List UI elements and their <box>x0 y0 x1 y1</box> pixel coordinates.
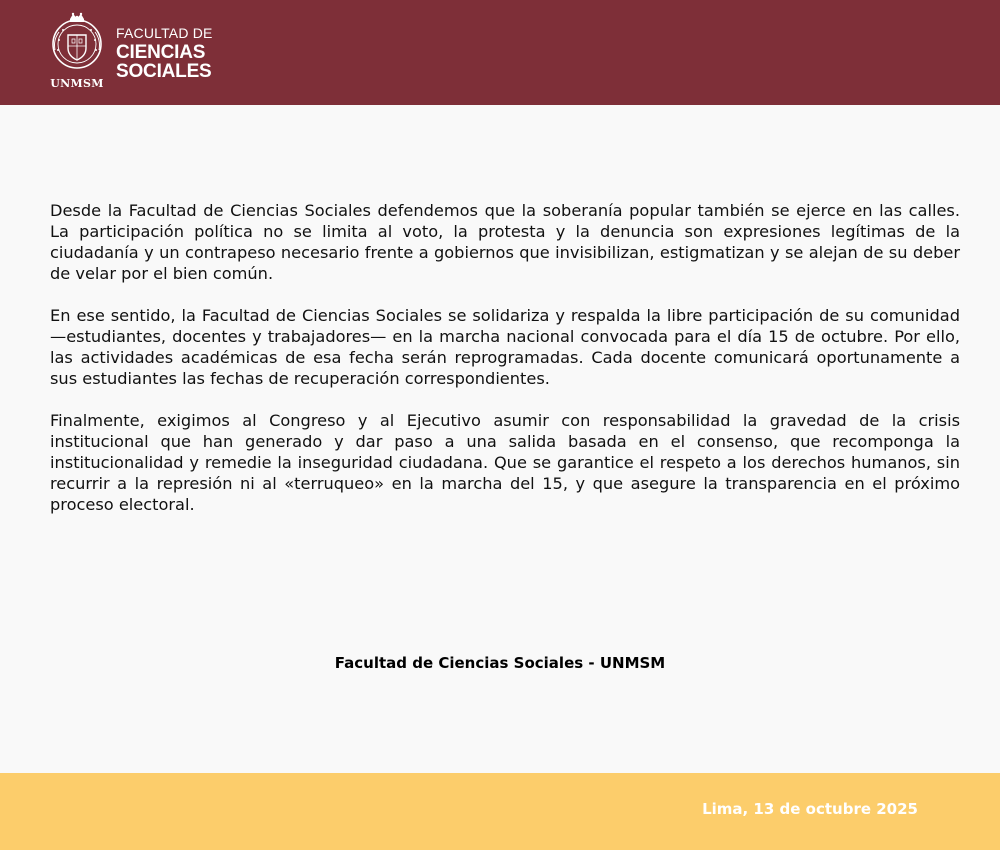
seal-icon <box>51 10 103 76</box>
logo-line-3: SOCIALES <box>116 61 212 82</box>
footer-bar <box>0 773 1000 850</box>
seal-caption: UNMSM <box>50 77 104 90</box>
logo-line-2: CIENCIAS <box>116 42 206 63</box>
logo-line-1: FACULTAD DE <box>116 25 213 41</box>
signature: Facultad de Ciencias Sociales - UNMSM <box>334 654 666 672</box>
paragraph-3: Finalmente, exigimos al Congreso y al Ejecutivo asumir con responsabilidad la gravedad de la crisis institucional que han generado y dar paso a una salida basada en el consenso, que recomponga la institucionalidad y remedie la inseguridad ciudadana. Que se garantice el respeto a los derechos humanos, sin recurrir a la represión ni al «terruqueo» en la marcha del 15, y que asegure la transparencia en el próximo proceso electoral. <box>50 411 960 514</box>
paragraph-1: Desde la Facultad de Ciencias Sociales defendemos que la soberanía popular también se ejerce en las calles. La participación política no se limita al voto, la protesta y la denuncia son expresiones legítimas de la ciudadanía y un contrapeso necesario frente a gobiernos que invisibilizan, estigmatizan y se alejan de su deber de velar por el bien común. <box>50 201 960 283</box>
university-seal <box>48 10 106 90</box>
paragraph-2: En ese sentido, la Facultad de Ciencias Sociales se solidariza y respalda la libre participación de su comunidad —estudiantes, docentes y trabajadores— en la marcha nacional convocada para el día 15 de octubre. Por ello, las actividades académicas de esa fecha serán reprogramadas. Cada docente comunicará oportunamente a sus estudiantes las fechas de recuperación correspondientes. <box>50 306 960 388</box>
statement-body <box>50 200 960 536</box>
date-line: Lima, 13 de octubre 2025 <box>702 800 918 818</box>
faculty-name <box>116 26 213 81</box>
faculty-logo <box>48 10 213 90</box>
header-bar <box>0 0 1000 105</box>
